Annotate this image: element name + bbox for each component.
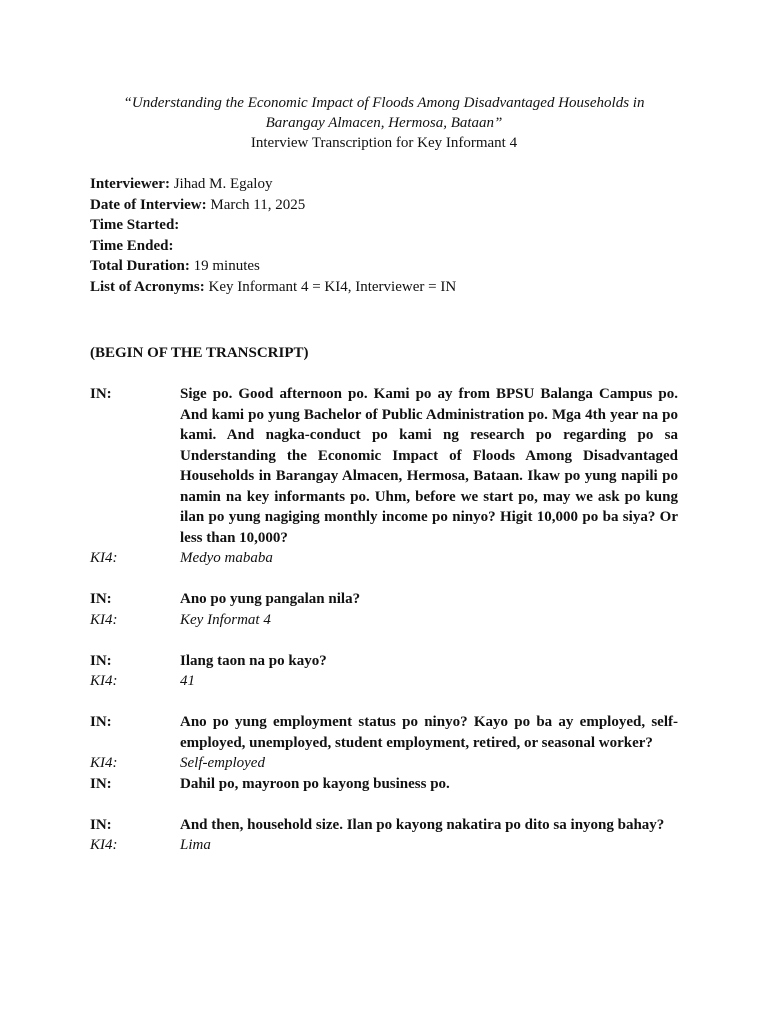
- transcript-turn: [90, 815, 678, 836]
- title-line-2: Barangay Almacen, Hermosa, Bataan”: [265, 115, 503, 131]
- interview-metadata: [90, 174, 456, 298]
- meta-label: Interviewer:: [90, 176, 170, 192]
- speech-text: Ilang taon na po kayo?: [180, 652, 327, 669]
- speech-text: Ano po yung employment status po ninyo? Kayo po ba ay employed, self-employed, unemployed, student employment, retired, or seasonal worker?: [180, 714, 678, 751]
- transcript-turn: [90, 651, 678, 672]
- turn-spacer: [90, 692, 678, 713]
- speech-text: Ano po yung pangalan nila?: [180, 591, 361, 607]
- transcript-turn: [90, 774, 678, 795]
- title-line-1: “Understanding the Economic Impact of Floods Among Disadvantaged Households in: [123, 95, 645, 111]
- meta-value: Key Informant 4 = KI4, Interviewer = IN: [204, 278, 457, 295]
- transcript-turn: [90, 712, 678, 753]
- subtitle: Interview Transcription for Key Informant 4: [250, 135, 518, 151]
- meta-label: Date of Interview:: [90, 196, 207, 213]
- speech-text: Dahil po, mayroon po kayong business po.: [180, 775, 450, 792]
- meta-label: Time Started:: [90, 217, 180, 234]
- begin-transcript-marker: (BEGIN OF THE TRANSCRIPT): [90, 345, 309, 361]
- speaker-label: IN:: [90, 775, 112, 792]
- speaker-label: IN:: [90, 591, 112, 607]
- meta-time-ended: [90, 236, 456, 257]
- transcript: [90, 384, 678, 856]
- turn-spacer: [90, 569, 678, 590]
- meta-date: [90, 195, 456, 216]
- speech-text: Lima: [180, 837, 211, 853]
- transcript-turn: [90, 610, 678, 631]
- meta-acronyms: [90, 277, 456, 298]
- speaker-label: KI4:: [90, 611, 118, 628]
- transcript-turn: [90, 835, 678, 856]
- speaker-label: IN:: [90, 816, 112, 833]
- meta-label: List of Acronyms:: [90, 278, 205, 295]
- transcript-turn: [90, 548, 678, 569]
- speaker-label: KI4:: [90, 755, 118, 771]
- speech-text: Self-employed: [180, 755, 265, 771]
- speech-text: Medyo mababa: [180, 550, 273, 566]
- speech-text: Key Informat 4: [180, 611, 271, 628]
- speech-text: Sige po. Good afternoon po. Kami po ay from BPSU Balanga Campus po. And kami po yung Bachelor of Public Administration po. Mga 4th year na po kami. And nagka-conduct po kami ng research po regarding po sa Understanding the Economic Impact of Floods Among Disadvantaged Households in Barangay Almacen, Hermosa, Bataan. Ikaw po yung napili po namin na key informants po. Uhm, before we start po, may we ask po kung ilan po yung nagiging monthly income po ninyo? Higit 10,000 po ba siya? Or less than 10,000?: [180, 386, 678, 546]
- meta-label: Total Duration:: [90, 258, 190, 275]
- transcript-turn: [90, 589, 678, 610]
- transcript-turn: [90, 384, 678, 548]
- meta-value: 19 minutes: [189, 258, 260, 275]
- speech-text: And then, household size. Ilan po kayong nakatira po dito sa inyong bahay?: [180, 816, 665, 833]
- speaker-label: KI4:: [90, 673, 118, 689]
- turn-spacer: [90, 630, 678, 651]
- meta-time-started: [90, 215, 456, 236]
- speech-text: 41: [180, 673, 195, 689]
- speaker-label: KI4:: [90, 837, 118, 853]
- speaker-label: KI4:: [90, 550, 118, 566]
- meta-value: March 11, 2025: [206, 196, 306, 213]
- meta-interviewer: [90, 174, 456, 195]
- meta-label: Time Ended:: [90, 237, 174, 254]
- transcript-turn: [90, 753, 678, 774]
- speaker-label: IN:: [90, 714, 112, 730]
- transcript-turn: [90, 671, 678, 692]
- meta-value: Jihad M. Egaloy: [169, 176, 273, 192]
- turn-spacer: [90, 794, 678, 815]
- speaker-label: IN:: [90, 652, 112, 669]
- meta-total-duration: [90, 256, 456, 277]
- title-block: [90, 93, 678, 153]
- speaker-label: IN:: [90, 386, 112, 402]
